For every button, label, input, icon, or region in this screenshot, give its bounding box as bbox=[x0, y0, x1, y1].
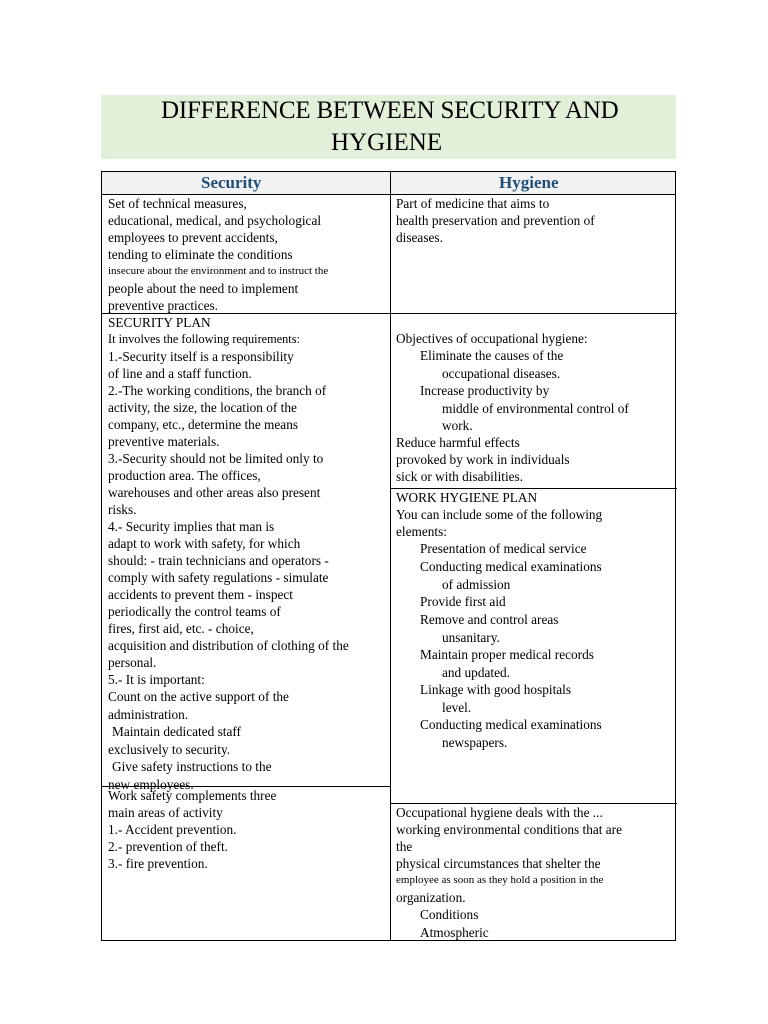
hygiene-definition-cell bbox=[396, 195, 595, 246]
text-line: preventive practices. bbox=[108, 298, 219, 313]
text-line: 3.- fire prevention. bbox=[108, 856, 208, 871]
bullet-item: Presentation of medical service bbox=[420, 541, 587, 556]
bullet-item: Maintain dedicated staff bbox=[112, 724, 241, 739]
bullet-item: Linkage with good hospitals bbox=[420, 682, 572, 697]
bullet-item: Conducting medical examinations bbox=[420, 717, 602, 732]
hygiene-plan-cell bbox=[396, 489, 602, 751]
text-line: insecure about the environment and to instruct the bbox=[108, 265, 329, 277]
title-banner bbox=[101, 95, 676, 159]
text-line: Reduce harmful effects bbox=[396, 435, 520, 450]
text-line: 1.-Security itself is a responsibility bbox=[108, 349, 294, 364]
text-line: elements: bbox=[396, 524, 447, 539]
text-line: main areas of activity bbox=[108, 805, 223, 820]
bullet-item: Atmospheric bbox=[420, 925, 489, 940]
text-line: 1.- Accident prevention. bbox=[108, 822, 237, 837]
text-line: fires, first aid, etc. - choice, bbox=[108, 621, 254, 636]
text-line: administration. bbox=[108, 707, 189, 722]
text-line: sick or with disabilities. bbox=[396, 469, 524, 484]
section-heading: Objectives of occupational hygiene: bbox=[396, 331, 588, 346]
security-areas-cell bbox=[108, 787, 276, 872]
text-line: Occupational hygiene deals with the ... bbox=[396, 805, 603, 820]
bullet-item: Conducting medical examinations bbox=[420, 559, 602, 574]
bullet-item: Maintain proper medical records bbox=[420, 647, 594, 662]
text-line: Work safety complements three bbox=[108, 788, 277, 803]
text-line: organization. bbox=[396, 890, 466, 905]
text-line: periodically the control teams of bbox=[108, 604, 281, 619]
security-definition-cell bbox=[108, 195, 328, 314]
hygiene-conditions-cell bbox=[396, 804, 622, 942]
text-line: company, etc., determine the means bbox=[108, 417, 299, 432]
bullet-item: Remove and control areas bbox=[420, 612, 559, 627]
text-line: 3.-Security should not be limited only to bbox=[108, 451, 324, 466]
section-heading: WORK HYGIENE PLAN bbox=[396, 490, 538, 505]
text-line: warehouses and other areas also present bbox=[108, 485, 321, 500]
text-line: physical circumstances that shelter the bbox=[396, 856, 601, 871]
bullet-item: Count on the active support of the bbox=[108, 689, 289, 704]
text-line: Set of technical measures, bbox=[108, 196, 247, 211]
comparison-table bbox=[101, 171, 676, 941]
text-line: work. bbox=[442, 418, 473, 433]
text-line: activity, the size, the location of the bbox=[108, 400, 297, 415]
text-line: 4.- Security implies that man is bbox=[108, 519, 275, 534]
text-line: preventive materials. bbox=[108, 434, 220, 449]
bullet-item: Provide first aid bbox=[420, 594, 506, 609]
text-line: and updated. bbox=[442, 665, 510, 680]
text-line: 2.-The working conditions, the branch of bbox=[108, 383, 327, 398]
text-line: the bbox=[396, 839, 413, 854]
header-hygiene: Hygiene bbox=[499, 173, 559, 192]
document-title-line-1: DIFFERENCE BETWEEN SECURITY AND bbox=[161, 97, 619, 124]
text-line: occupational diseases. bbox=[442, 366, 561, 381]
text-line: of admission bbox=[442, 577, 511, 592]
text-line: of line and a staff function. bbox=[108, 366, 252, 381]
text-line: provoked by work in individuals bbox=[396, 452, 570, 467]
text-line: 5.- It is important: bbox=[108, 672, 205, 687]
text-line: people about the need to implement bbox=[108, 281, 299, 296]
text-line: comply with safety regulations - simulate bbox=[108, 570, 329, 585]
text-line: personal. bbox=[108, 655, 157, 670]
text-line: tending to eliminate the conditions bbox=[108, 247, 293, 262]
bullet-item: Conditions bbox=[420, 907, 479, 922]
hygiene-objectives-cell bbox=[396, 330, 629, 485]
text-line: level. bbox=[442, 700, 472, 715]
text-line: health preservation and prevention of bbox=[396, 213, 595, 228]
text-line: middle of environmental control of bbox=[442, 401, 629, 416]
security-plan-cell bbox=[108, 314, 349, 793]
bullet-item: Give safety instructions to the bbox=[112, 759, 272, 774]
text-line: newspapers. bbox=[442, 735, 508, 750]
document-title-line-2: HYGIENE bbox=[331, 129, 443, 156]
text-line: new employees. bbox=[108, 777, 194, 792]
text-line: 2.- prevention of theft. bbox=[108, 839, 229, 854]
text-line: production area. The offices, bbox=[108, 468, 261, 483]
text-line: employee as soon as they hold a position in the bbox=[396, 874, 604, 886]
text-line: unsanitary. bbox=[442, 630, 500, 645]
text-line: employees to prevent accidents, bbox=[108, 230, 278, 245]
text-line: It involves the following requirements: bbox=[108, 332, 300, 346]
column-divider bbox=[390, 172, 391, 940]
text-line: Part of medicine that aims to bbox=[396, 196, 550, 211]
section-heading: SECURITY PLAN bbox=[108, 315, 211, 330]
header-security: Security bbox=[201, 173, 262, 192]
bullet-item: Increase productivity by bbox=[420, 383, 550, 398]
row-divider bbox=[390, 313, 677, 314]
text-line: acquisition and distribution of clothing of the bbox=[108, 638, 349, 653]
text-line: accidents to prevent them - inspect bbox=[108, 587, 293, 602]
text-line: should: - train technicians and operators - bbox=[108, 553, 329, 568]
text-line: diseases. bbox=[396, 230, 443, 245]
bullet-item: Eliminate the causes of the bbox=[420, 348, 564, 363]
table-header-row bbox=[102, 172, 675, 195]
text-line: adapt to work with safety, for which bbox=[108, 536, 301, 551]
text-line: risks. bbox=[108, 502, 137, 517]
text-line: working environmental conditions that are bbox=[396, 822, 622, 837]
text-line: exclusively to security. bbox=[108, 742, 231, 757]
text-line: You can include some of the following bbox=[396, 507, 603, 522]
text-line: educational, medical, and psychological bbox=[108, 213, 322, 228]
